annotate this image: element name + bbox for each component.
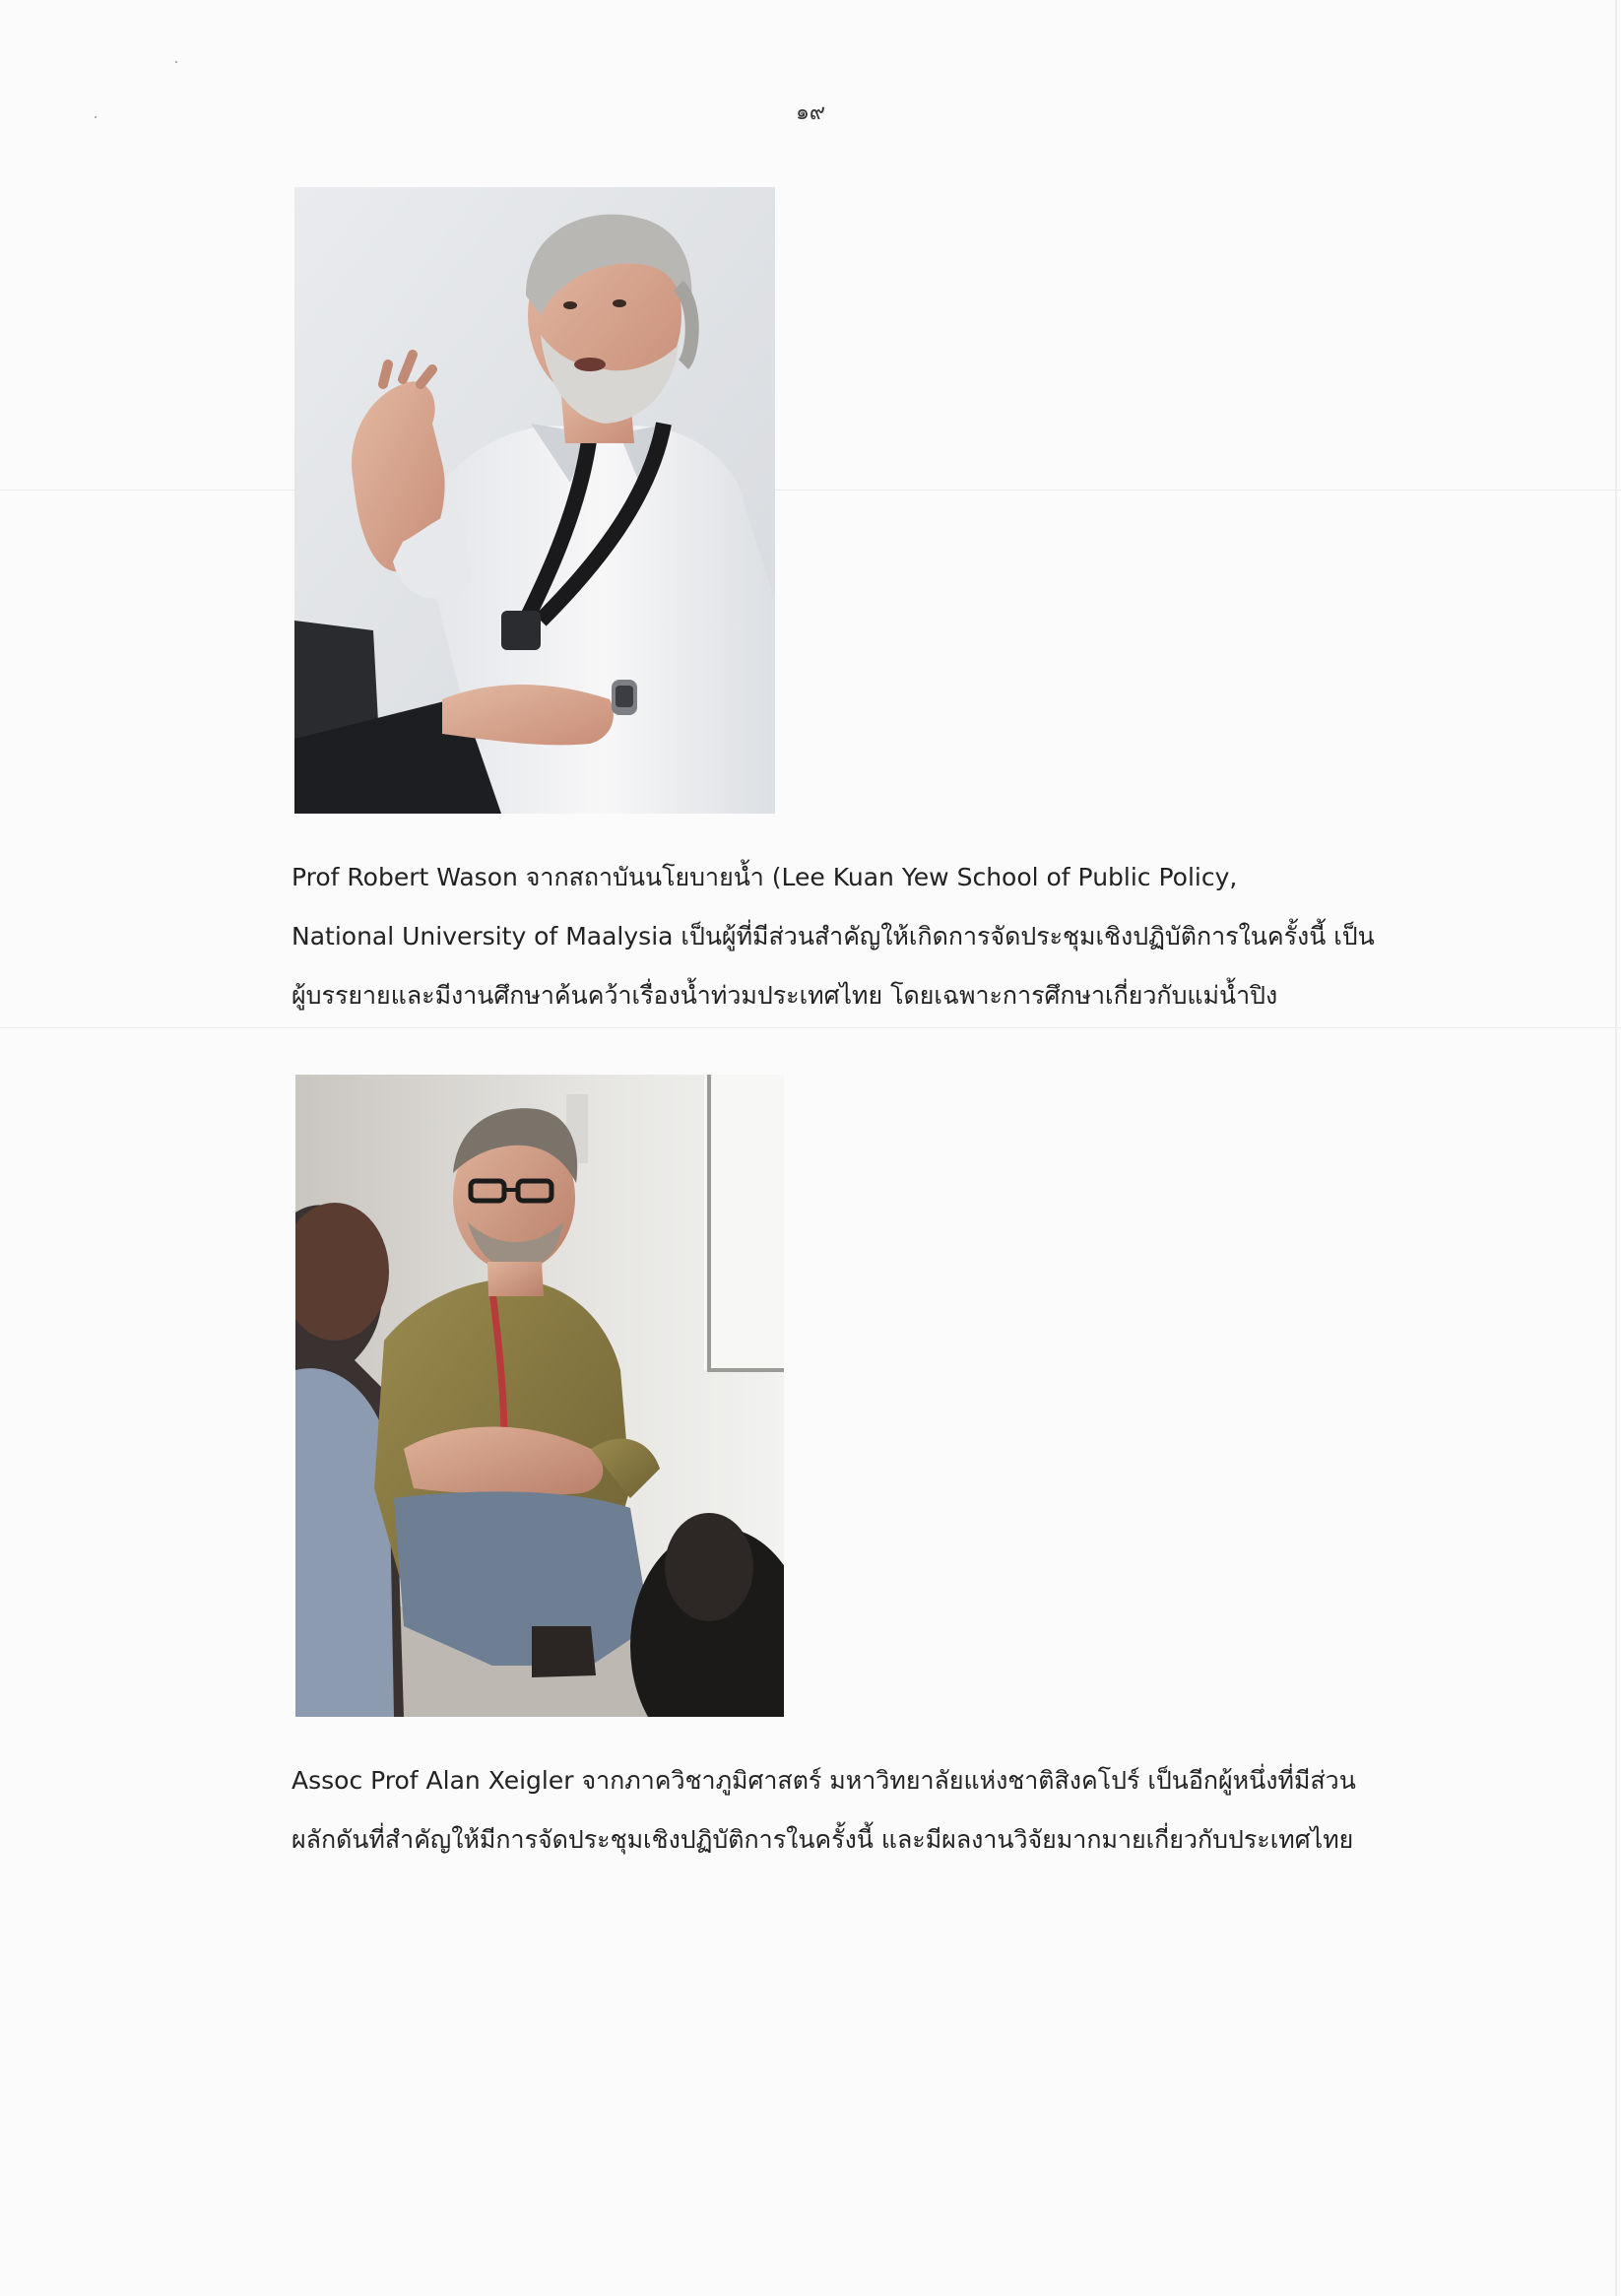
- page-number: ๑๙: [795, 100, 826, 125]
- caption-alan-xeigler: [292, 1751, 1454, 1870]
- caption-line: National University of Maalysia เป็นผู้ที่มีส่วนสำคัญให้เกิดการจัดประชุมเชิงปฏิบัติการในครั้งนี้ เป็น: [292, 922, 1375, 951]
- group-photo-icon: [295, 1075, 784, 1717]
- caption-line: ผู้บรรยายและมีงานศึกษาค้นคว้าเรื่องน้ำท่วมประเทศไทย โดยเฉพาะการศึกษาเกี่ยวกับแม่น้ำปิง: [292, 981, 1278, 1010]
- caption-robert-wason: [292, 848, 1454, 1025]
- caption-line: Prof Robert Wason จากสถาบันนโยบายน้ำ (Lee Kuan Yew School of Public Policy,: [292, 863, 1238, 891]
- scan-fold-line: [0, 1027, 1621, 1028]
- scan-edge: [1615, 0, 1617, 2296]
- caption-line: Assoc Prof Alan Xeigler จากภาควิชาภูมิศาสตร์ มหาวิทยาลัยแห่งชาติสิงคโปร์ เป็นอีกผู้หนึ่งที่มีส่วน: [292, 1766, 1356, 1795]
- portrait-photo-icon: [294, 187, 775, 814]
- scan-speck: [175, 61, 177, 63]
- caption-line: ผลักดันที่สำคัญให้มีการจัดประชุมเชิงปฏิบัติการในครั้งนี้ และมีผลงานวิจัยมากมายเกี่ยวกับประเทศไทย: [292, 1825, 1354, 1854]
- scan-fold-line: [0, 490, 1621, 491]
